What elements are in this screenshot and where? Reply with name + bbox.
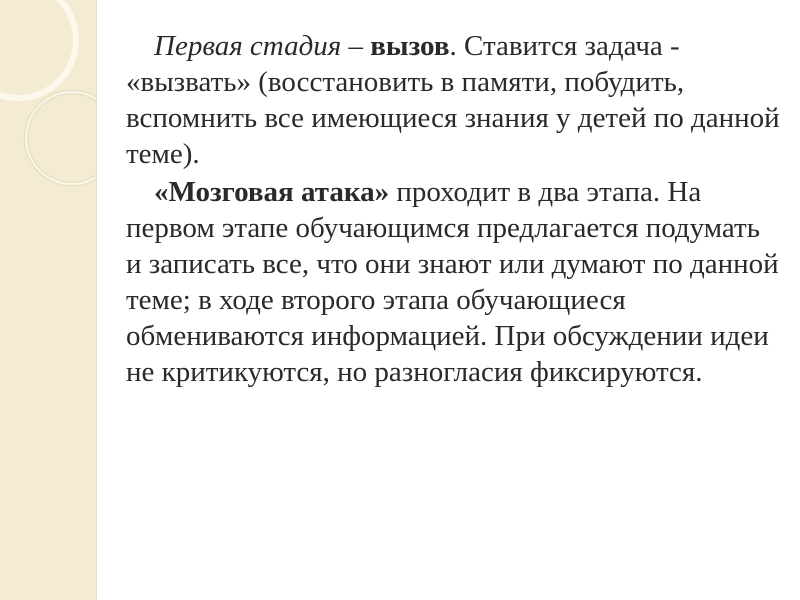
key-term-brainstorm: «Мозговая атака»: [154, 176, 390, 208]
stage-intro: Первая стадия: [154, 30, 342, 62]
key-term-challenge: вызов: [370, 30, 450, 62]
decorative-rings-icon: [0, 0, 96, 600]
paragraph1-text: . Ставится задача - «вызвать» (восстановить в памяти, побудить, вспомнить все имеющиеся знания у детей по данной теме).: [126, 30, 780, 170]
dash: –: [341, 30, 371, 62]
slide-body: [126, 28, 780, 390]
paragraph-brainstorm: [126, 174, 780, 390]
paragraph-challenge-stage: [126, 28, 780, 172]
paragraph2-text: проходит в два этапа. На первом этапе обучающимся предлагается подумать и записать все, что они знают или думают по данной теме; в ходе второго этапа обучающиеся обмениваются информацией. При обсуждении идеи не критикуются, но разногласия фиксируются.: [126, 176, 779, 388]
decorative-side-band: [0, 0, 97, 600]
